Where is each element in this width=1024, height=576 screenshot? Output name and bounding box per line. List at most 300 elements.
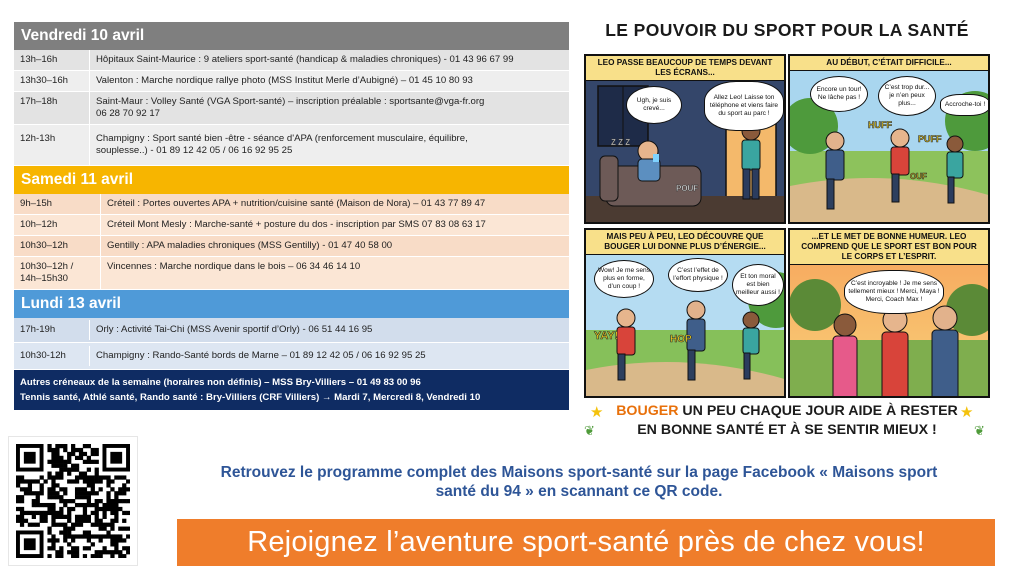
qr-module xyxy=(51,495,55,499)
qr-module xyxy=(75,550,79,554)
qr-module xyxy=(24,511,28,515)
qr-module xyxy=(110,519,114,523)
event-time: 13h–16h xyxy=(20,54,58,65)
qr-module xyxy=(110,527,114,531)
qr-module xyxy=(91,452,95,456)
qr-module xyxy=(75,479,79,483)
qr-module xyxy=(99,487,103,491)
event-desc xyxy=(89,92,569,124)
monday-events xyxy=(14,318,569,370)
qr-module xyxy=(87,519,91,523)
qr-module xyxy=(79,448,83,452)
qr-module xyxy=(79,475,83,479)
qr-module xyxy=(122,527,126,531)
qr-module xyxy=(91,475,95,479)
event-time-line: 14h–15h30 xyxy=(20,273,69,284)
qr-module xyxy=(67,511,71,515)
qr-module xyxy=(55,538,59,542)
qr-module xyxy=(110,550,114,554)
qr-module xyxy=(87,530,91,534)
qr-module xyxy=(79,495,83,499)
table-row xyxy=(14,318,569,343)
qr-module xyxy=(59,507,63,511)
comic-slogan-line2: EN BONNE SANTÉ ET À SE SENTIR MIEUX ! xyxy=(637,422,937,438)
qr-module xyxy=(71,546,75,550)
qr-module xyxy=(63,460,67,464)
qr-module xyxy=(67,499,71,503)
qr-module xyxy=(83,475,87,479)
qr-module xyxy=(99,475,103,479)
qr-module xyxy=(47,487,51,491)
qr-module xyxy=(28,479,32,483)
panel-4-caption: ...ET LE MET DE BONNE HUMEUR. LEO COMPREND QUE LE SPORT EST BON POUR LE CORPS ET L’ESPRIT. xyxy=(790,230,988,265)
leaf-icon: ❦ xyxy=(974,423,985,438)
qr-module xyxy=(95,460,99,464)
qr-module xyxy=(118,534,122,538)
qr-module xyxy=(91,554,95,558)
panel-2-bubble-leo: C’est trop dur... je n’en peux plus... xyxy=(878,76,936,116)
panel-2-bubble-coach: Encore un tour! Ne lâche pas ! xyxy=(810,76,868,112)
qr-module xyxy=(110,479,114,483)
qr-module xyxy=(51,452,55,456)
comic-strip xyxy=(582,18,992,446)
day-header-saturday xyxy=(14,166,569,194)
saturday-events xyxy=(14,194,569,290)
qr-module xyxy=(83,479,87,483)
table-row xyxy=(14,236,569,257)
qr-module xyxy=(71,538,75,542)
qr-module xyxy=(114,542,118,546)
qr-module xyxy=(75,491,79,495)
panel-2-sfx-huff: HUFF xyxy=(868,120,892,130)
panel-3-bubble-leo: Wow! Je me sens plus en forme, d’un coup ! xyxy=(594,260,654,298)
day-title: Lundi 13 avril xyxy=(21,295,121,312)
qr-module xyxy=(47,472,51,476)
qr-module xyxy=(28,523,32,527)
qr-code-icon[interactable] xyxy=(16,444,130,558)
qr-module xyxy=(95,503,99,507)
qr-module xyxy=(114,491,118,495)
panel-1-bubble-leo: Ugh, je suis crevé... xyxy=(626,86,682,124)
qr-module xyxy=(118,550,122,554)
qr-module xyxy=(118,491,122,495)
qr-module xyxy=(110,507,114,511)
qr-code-box[interactable] xyxy=(8,436,138,566)
facebook-info-line: santé du 94 » en scannant ce QR code. xyxy=(435,483,723,500)
event-desc: Hôpitaux Saint-Maurice : 9 ateliers sport-santé (handicap & maladies chroniques) - 01 43 96 67 99 xyxy=(89,50,569,70)
qr-module xyxy=(32,479,36,483)
qr-module xyxy=(55,523,59,527)
qr-module xyxy=(47,444,51,448)
qr-module xyxy=(75,475,79,479)
qr-module xyxy=(51,523,55,527)
panel-1-sfx-pouf: POUF xyxy=(676,184,699,193)
qr-module xyxy=(16,507,20,511)
qr-module xyxy=(95,491,99,495)
qr-module xyxy=(36,503,40,507)
qr-module xyxy=(28,511,32,515)
qr-module xyxy=(122,519,126,523)
qr-module xyxy=(47,538,51,542)
qr-module xyxy=(59,487,63,491)
qr-module xyxy=(20,523,24,527)
qr-module xyxy=(16,479,20,483)
qr-module xyxy=(79,456,83,460)
qr-module xyxy=(91,534,95,538)
qr-module xyxy=(55,472,59,476)
qr-module xyxy=(114,519,118,523)
qr-module xyxy=(114,534,118,538)
comic-title: LE POUVOIR DU SPORT POUR LA SANTÉ xyxy=(605,20,969,40)
qr-module xyxy=(55,491,59,495)
event-time: 13h30–16h xyxy=(20,75,69,86)
qr-module xyxy=(55,460,59,464)
qr-module xyxy=(95,499,99,503)
qr-module xyxy=(126,534,130,538)
event-desc: Gentilly : APA maladies chroniques (MSS Gentilly) - 01 47 40 58 00 xyxy=(100,236,569,256)
qr-module xyxy=(83,452,87,456)
qr-module xyxy=(83,546,87,550)
qr-module xyxy=(102,523,106,527)
qr-module xyxy=(79,487,83,491)
qr-module xyxy=(75,523,79,527)
qr-module xyxy=(71,452,75,456)
qr-module xyxy=(28,487,32,491)
qr-module xyxy=(95,554,99,558)
qr-module xyxy=(51,460,55,464)
qr-module xyxy=(83,487,87,491)
qr-module xyxy=(59,550,63,554)
qr-module xyxy=(114,546,118,550)
qr-module xyxy=(44,515,48,519)
qr-module xyxy=(75,464,79,468)
qr-module xyxy=(110,542,114,546)
qr-module xyxy=(110,487,114,491)
qr-module xyxy=(55,448,59,452)
qr-module xyxy=(83,511,87,515)
qr-module xyxy=(32,491,36,495)
qr-module xyxy=(83,519,87,523)
panel-3-caption: MAIS PEU À PEU, LEO DÉCOUVRE QUE BOUGER LUI DONNE PLUS D’ÉNERGIE... xyxy=(586,230,784,255)
qr-module xyxy=(47,460,51,464)
qr-module xyxy=(95,519,99,523)
qr-module xyxy=(20,507,24,511)
qr-module xyxy=(47,475,51,479)
qr-module xyxy=(59,475,63,479)
qr-module xyxy=(122,538,126,542)
qr-module xyxy=(99,507,103,511)
day-header-monday xyxy=(14,290,569,318)
qr-module xyxy=(75,456,79,460)
qr-module xyxy=(51,491,55,495)
qr-finder xyxy=(24,452,36,464)
qr-module xyxy=(59,468,63,472)
qr-module xyxy=(75,503,79,507)
other-slots-line: Autres créneaux de la semaine (horaires non définis) – MSS Bry-Villiers – 01 49 83 00 96 xyxy=(20,377,421,388)
qr-module xyxy=(63,468,67,472)
qr-module xyxy=(91,523,95,527)
qr-module xyxy=(83,530,87,534)
qr-module xyxy=(32,515,36,519)
qr-module xyxy=(59,495,63,499)
qr-module xyxy=(16,499,20,503)
qr-module xyxy=(55,464,59,468)
qr-module xyxy=(51,464,55,468)
qr-module xyxy=(59,460,63,464)
qr-module xyxy=(71,507,75,511)
qr-module xyxy=(122,499,126,503)
qr-module xyxy=(55,554,59,558)
qr-module xyxy=(47,530,51,534)
qr-module xyxy=(55,456,59,460)
qr-module xyxy=(16,483,20,487)
qr-module xyxy=(28,491,32,495)
qr-module xyxy=(40,515,44,519)
qr-module xyxy=(87,460,91,464)
qr-module xyxy=(71,534,75,538)
qr-module xyxy=(75,519,79,523)
qr-module xyxy=(51,479,55,483)
qr-module xyxy=(20,487,24,491)
qr-module xyxy=(114,503,118,507)
qr-module xyxy=(122,511,126,515)
qr-module xyxy=(47,511,51,515)
qr-module xyxy=(87,483,91,487)
qr-module xyxy=(67,472,71,476)
qr-module xyxy=(20,519,24,523)
comic-panel-4 xyxy=(788,228,990,398)
qr-module xyxy=(59,554,63,558)
qr-module xyxy=(102,511,106,515)
qr-module xyxy=(47,507,51,511)
qr-module xyxy=(91,542,95,546)
qr-module xyxy=(47,554,51,558)
qr-module xyxy=(106,503,110,507)
qr-module xyxy=(114,515,118,519)
qr-module xyxy=(95,523,99,527)
qr-module xyxy=(79,523,83,527)
qr-module xyxy=(47,503,51,507)
panel-2-bubble-maya: Accroche-toi ! xyxy=(940,94,990,116)
qr-module xyxy=(79,472,83,476)
qr-module xyxy=(16,519,20,523)
qr-module xyxy=(122,491,126,495)
qr-module xyxy=(79,534,83,538)
qr-module xyxy=(36,479,40,483)
qr-module xyxy=(40,491,44,495)
qr-module xyxy=(122,475,126,479)
qr-module xyxy=(102,527,106,531)
panel-1-bubble-maya: Allez Leo! Laisse ton téléphone et viens faire du sport au parc ! xyxy=(704,81,784,131)
qr-module xyxy=(102,507,106,511)
event-desc-line: Champigny : Sport santé bien -être - séance d'APA (renforcement musculaire, équilibre, xyxy=(96,133,468,144)
qr-module xyxy=(99,499,103,503)
qr-module xyxy=(59,546,63,550)
qr-module xyxy=(75,515,79,519)
qr-module xyxy=(95,452,99,456)
event-desc: Orly : Activité Tai-Chi (MSS Avenir sportif d’Orly) - 06 51 44 16 95 xyxy=(89,320,569,340)
qr-module xyxy=(28,483,32,487)
qr-module xyxy=(71,523,75,527)
qr-module xyxy=(83,503,87,507)
table-row xyxy=(14,50,569,71)
qr-module xyxy=(99,527,103,531)
qr-module xyxy=(95,468,99,472)
qr-module xyxy=(63,499,67,503)
panel-3-sfx-hop: HOP xyxy=(670,334,692,345)
qr-module xyxy=(59,444,63,448)
qr-module xyxy=(16,515,20,519)
star-icon: ★ xyxy=(590,404,604,421)
qr-module xyxy=(63,515,67,519)
qr-module xyxy=(67,479,71,483)
qr-module xyxy=(55,483,59,487)
qr-module xyxy=(36,523,40,527)
qr-module xyxy=(63,534,67,538)
qr-module xyxy=(79,452,83,456)
qr-module xyxy=(91,460,95,464)
panel-3-bubble-maya: Et ton moral est bien meilleur aussi ! xyxy=(732,264,784,306)
qr-module xyxy=(83,491,87,495)
qr-module xyxy=(59,511,63,515)
leaf-icon: ❦ xyxy=(584,423,595,438)
event-desc: Créteil Mont Mesly : Marche-santé + posture du dos - inscription par SMS 07 83 08 63 17 xyxy=(100,215,569,235)
qr-module xyxy=(71,554,75,558)
qr-module xyxy=(106,523,110,527)
comic-panel-2 xyxy=(788,54,990,224)
qr-module xyxy=(75,554,79,558)
event-desc: Créteil : Portes ouvertes APA + nutrition/cuisine santé (Maison de Nora) – 01 43 77 89 47 xyxy=(100,194,569,214)
qr-module xyxy=(16,495,20,499)
qr-module xyxy=(51,483,55,487)
qr-module xyxy=(71,550,75,554)
qr-module xyxy=(106,495,110,499)
qr-module xyxy=(47,527,51,531)
qr-module xyxy=(67,507,71,511)
qr-module xyxy=(110,503,114,507)
qr-module xyxy=(95,534,99,538)
event-time: 17h-19h xyxy=(20,324,56,335)
table-row xyxy=(14,257,569,290)
event-desc: Champigny : Rando-Santé bords de Marne – 01 89 12 42 05 / 06 16 92 95 25 xyxy=(89,346,569,366)
qr-module xyxy=(71,499,75,503)
qr-module xyxy=(51,511,55,515)
panel-3-bubble-coach: C’est l’effet de l’effort physique ! xyxy=(668,258,728,292)
qr-module xyxy=(87,475,91,479)
qr-module xyxy=(47,495,51,499)
event-time: 10h30-12h xyxy=(20,350,66,361)
qr-module xyxy=(102,546,106,550)
qr-module xyxy=(47,546,51,550)
qr-module xyxy=(51,542,55,546)
qr-module xyxy=(91,479,95,483)
qr-module xyxy=(95,515,99,519)
day-title: Vendredi 10 avril xyxy=(21,27,145,44)
panel-3-illustration xyxy=(586,230,786,398)
qr-module xyxy=(99,519,103,523)
qr-module xyxy=(99,538,103,542)
qr-module xyxy=(51,456,55,460)
event-time: 17h–18h xyxy=(20,96,58,107)
qr-module xyxy=(40,475,44,479)
qr-module xyxy=(110,554,114,558)
qr-module xyxy=(55,495,59,499)
qr-module xyxy=(16,475,20,479)
qr-module xyxy=(91,503,95,507)
qr-module xyxy=(55,515,59,519)
qr-module xyxy=(110,534,114,538)
qr-module xyxy=(95,475,99,479)
qr-module xyxy=(47,448,51,452)
qr-module xyxy=(67,519,71,523)
qr-module xyxy=(36,495,40,499)
qr-module xyxy=(63,523,67,527)
qr-module xyxy=(91,487,95,491)
qr-module xyxy=(114,499,118,503)
panel-2-caption: AU DÉBUT, C’ÉTAIT DIFFICILE... xyxy=(790,56,988,71)
panel-1-sfx-zzz: Z Z Z xyxy=(611,138,631,147)
qr-module xyxy=(32,503,36,507)
qr-module xyxy=(79,515,83,519)
qr-module xyxy=(32,523,36,527)
qr-module xyxy=(114,511,118,515)
qr-module xyxy=(114,495,118,499)
qr-module xyxy=(75,468,79,472)
qr-module xyxy=(102,475,106,479)
qr-module xyxy=(20,499,24,503)
qr-module xyxy=(75,487,79,491)
qr-module xyxy=(106,479,110,483)
qr-module xyxy=(71,448,75,452)
day-title: Samedi 11 avril xyxy=(21,171,134,188)
table-row xyxy=(14,194,569,215)
qr-module xyxy=(59,472,63,476)
friday-events xyxy=(14,50,569,166)
qr-module xyxy=(32,499,36,503)
qr-module xyxy=(20,475,24,479)
qr-module xyxy=(71,479,75,483)
qr-module xyxy=(40,519,44,523)
qr-module xyxy=(75,546,79,550)
qr-module xyxy=(118,475,122,479)
cta-banner xyxy=(177,519,995,566)
event-time: 10h30–12h xyxy=(20,240,69,251)
qr-module xyxy=(71,527,75,531)
qr-module xyxy=(75,534,79,538)
qr-module xyxy=(91,483,95,487)
qr-module xyxy=(118,487,122,491)
qr-module xyxy=(95,507,99,511)
qr-module xyxy=(40,487,44,491)
qr-module xyxy=(122,487,126,491)
qr-module xyxy=(40,511,44,515)
qr-module xyxy=(20,511,24,515)
event-time-line: 10h30–12h / xyxy=(20,261,74,272)
qr-module xyxy=(87,456,91,460)
event-desc: Vincennes : Marche nordique dans le bois – 06 34 46 14 10 xyxy=(100,257,569,289)
qr-module xyxy=(67,468,71,472)
event-desc: Valenton : Marche nordique rallye photo (MSS Institut Merle d’Aubigné) – 01 45 10 80 93 xyxy=(89,71,569,91)
qr-module xyxy=(40,503,44,507)
qr-module xyxy=(83,554,87,558)
qr-module xyxy=(63,487,67,491)
qr-module xyxy=(87,534,91,538)
event-desc-line: souplesse..) - 01 89 12 42 05 / 06 16 92 95 25 xyxy=(96,145,293,156)
qr-module xyxy=(63,491,67,495)
qr-module xyxy=(122,546,126,550)
qr-module xyxy=(114,538,118,542)
qr-module xyxy=(63,527,67,531)
